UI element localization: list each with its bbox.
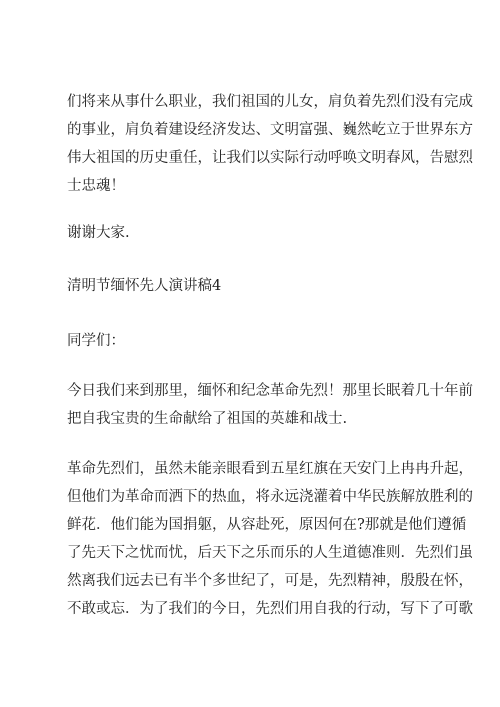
paragraph-thanks [67,219,447,247]
text-line: 今日我们来到那里，缅怀和纪念革命先烈！那里长眠着几十年前 [67,383,473,399]
section-heading [67,272,447,300]
text-line: 了先天下之忧而忧，后天下之乐而乐的人生道德准则．先烈们虽 [67,545,473,561]
text-line: 谢谢大家. [67,225,130,241]
text-line: 们将来从事什么职业，我们祖国的儿女，肩负着先烈们没有完成 [67,94,473,110]
paragraph-greeting [67,327,447,355]
text-line: 士忠魂！ [67,178,125,194]
text-line: 伟大祖国的历史重任，让我们以实际行动呼唤文明春风，告慰烈 [67,150,473,166]
text-line: 革命先烈们，虽然未能亲眼看到五星红旗在天安门上冉冉升起， [67,461,473,477]
text-line: 鲜花．他们能为国捐躯，从容赴死，原因何在?那就是他们遵循 [67,517,467,533]
text-line: 同学们： [67,333,125,349]
paragraph-intro [67,377,473,433]
text-line: 但他们为革命而洒下的热血，将永远浇灌着中华民族解放胜利的 [67,489,473,505]
paragraph-body [67,455,473,623]
paragraph-conclusion [67,88,473,200]
text-line: 不敢或忘．为了我们的今日，先烈们用自我的行动，写下了可歌 [67,601,473,617]
text-line: 然离我们远去已有半个多世纪了，可是，先烈精神，殷殷在怀， [67,573,473,589]
heading-text: 清明节缅怀先人演讲稿4 [67,278,222,294]
text-line: 把自我宝贵的生命献给了祖国的英雄和战士. [67,411,348,427]
text-line: 的事业，肩负着建设经济发达、文明富强、巍然屹立于世界东方 [67,122,473,138]
